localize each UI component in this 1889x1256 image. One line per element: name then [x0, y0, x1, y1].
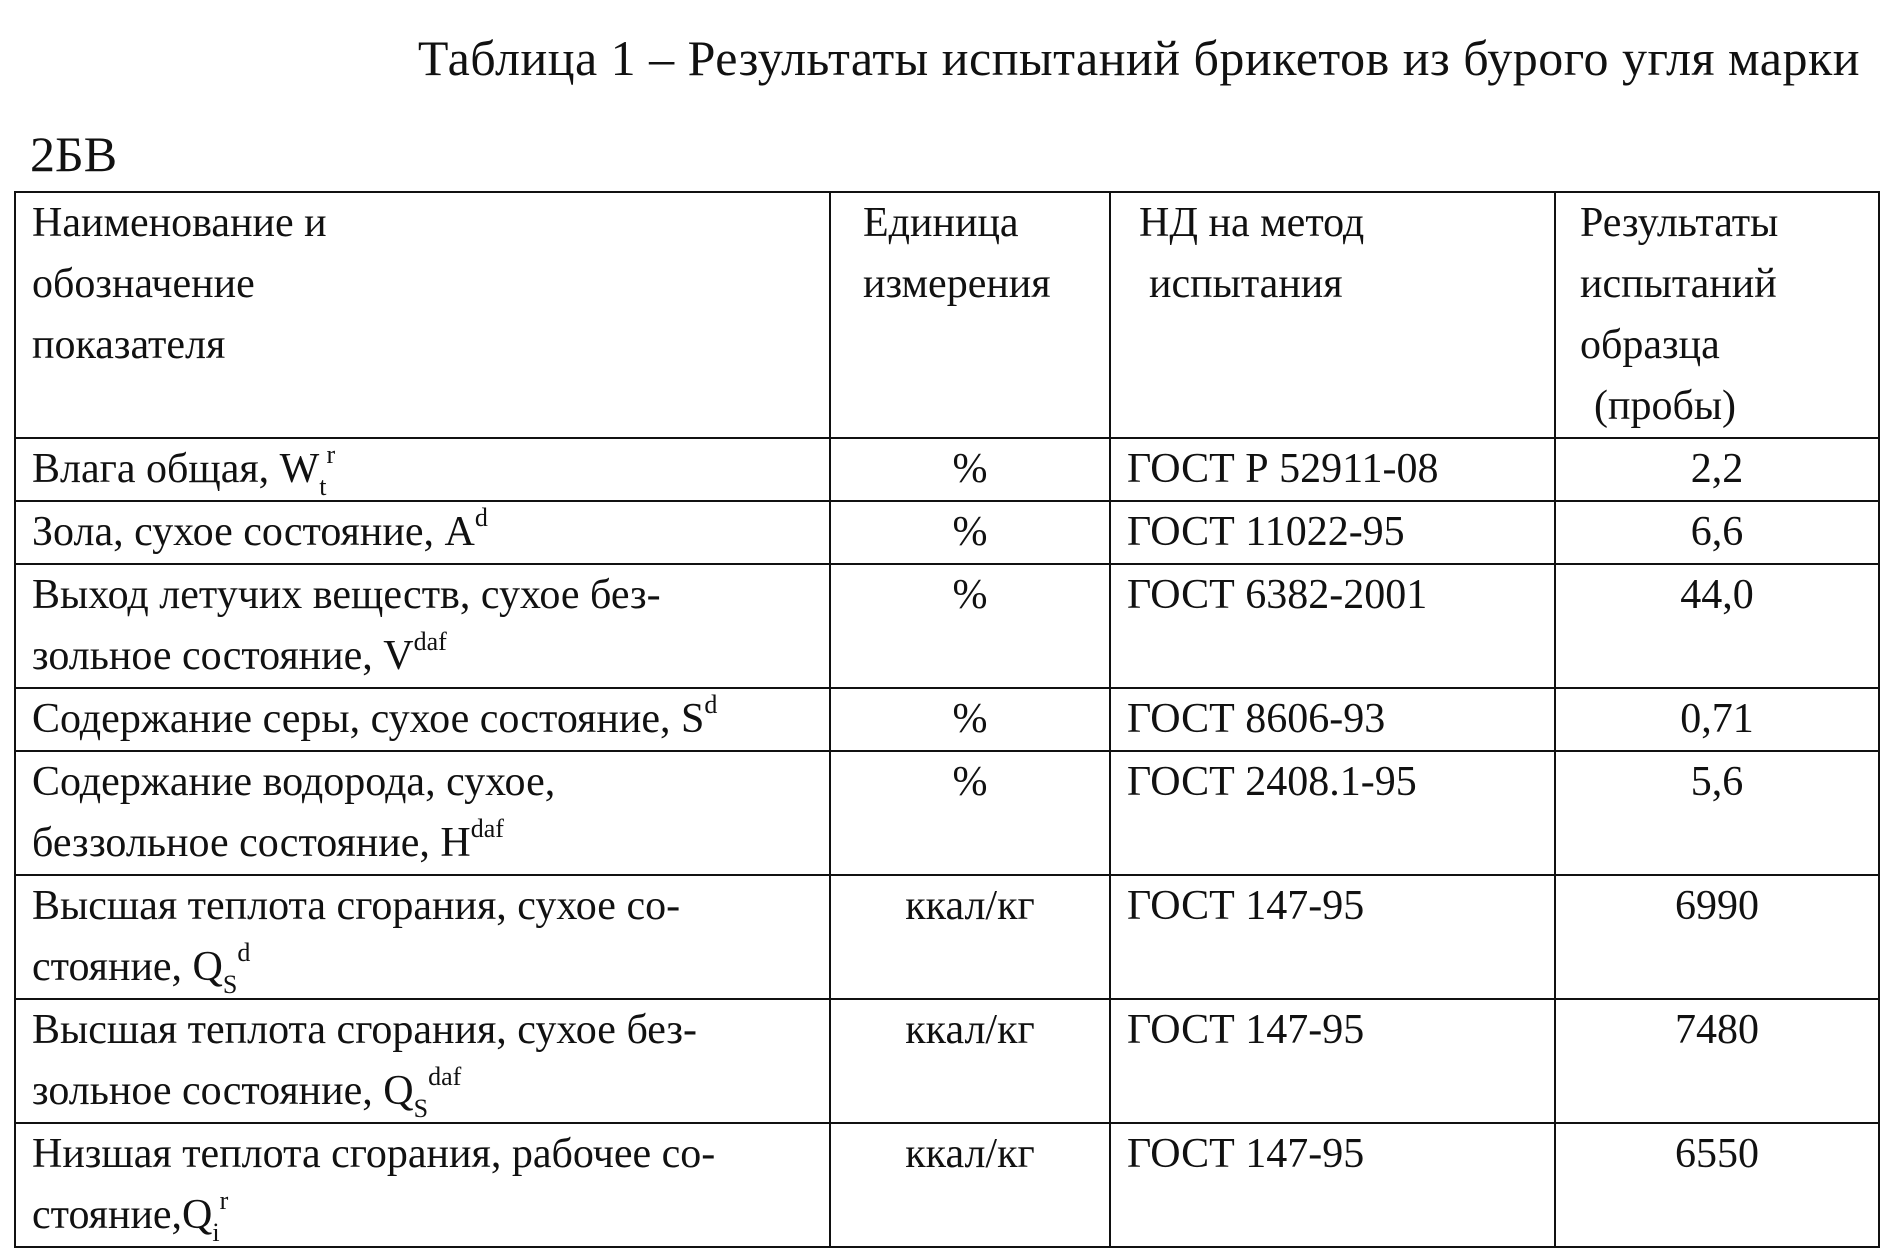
row-name-text: беззольное состояние, H: [32, 820, 471, 866]
row-name-text: Низшая теплота сгорания, рабочее со-: [32, 1131, 716, 1177]
header-method: [1110, 192, 1555, 438]
header-method-line: испытания: [1149, 261, 1343, 307]
row-name-text: Влага общая, W: [32, 446, 320, 492]
row-method: ГОСТ 147-95: [1110, 999, 1555, 1123]
table-row: [15, 751, 1879, 875]
header-unit: [830, 192, 1110, 438]
row-value: 6550: [1555, 1123, 1879, 1247]
table-row: [15, 875, 1879, 999]
row-name: [15, 999, 830, 1123]
row-name: [15, 1123, 830, 1247]
row-name: [15, 875, 830, 999]
row-method: ГОСТ 6382-2001: [1110, 564, 1555, 688]
table-row: [15, 1123, 1879, 1247]
row-value: 6,6: [1555, 501, 1879, 564]
row-subscript: S: [413, 1094, 429, 1124]
header-result: [1555, 192, 1879, 438]
row-name: [15, 501, 830, 564]
header-result-line: Результаты: [1580, 200, 1779, 246]
row-subscript: i: [212, 1218, 220, 1248]
row-method: ГОСТ 8606-93: [1110, 688, 1555, 751]
row-name-text: Высшая теплота сгорания, сухое без-: [32, 1007, 697, 1053]
row-method: ГОСТ 147-95: [1110, 875, 1555, 999]
table-row: [15, 501, 1879, 564]
row-name: [15, 564, 830, 688]
row-unit: %: [830, 501, 1110, 564]
table-row: [15, 999, 1879, 1123]
header-method-line: НД на метод: [1139, 200, 1365, 246]
row-unit: ккал/кг: [830, 1123, 1110, 1247]
row-unit: %: [830, 688, 1110, 751]
row-unit: %: [830, 438, 1110, 501]
row-unit: %: [830, 564, 1110, 688]
header-name-line: показателя: [32, 322, 226, 368]
row-method: ГОСТ Р 52911-08: [1110, 438, 1555, 501]
row-superscript: daf: [470, 814, 504, 843]
row-superscript: daf: [428, 1062, 462, 1091]
row-superscript: r: [326, 440, 336, 469]
header-name: [15, 192, 830, 438]
header-result-line: испытаний: [1580, 261, 1777, 307]
row-superscript: r: [219, 1186, 229, 1215]
header-unit-line: измерения: [863, 261, 1051, 307]
row-subscript: S: [222, 970, 238, 1000]
row-unit: ккал/кг: [830, 875, 1110, 999]
row-unit: ккал/кг: [830, 999, 1110, 1123]
row-value: 2,2: [1555, 438, 1879, 501]
row-name-text: Зола, сухое состояние, A: [32, 509, 475, 555]
row-name-text: зольное состояние, Q: [32, 1068, 414, 1114]
row-unit: %: [830, 751, 1110, 875]
row-name-text: Содержание водорода, сухое,: [32, 759, 556, 805]
header-result-line: (пробы): [1594, 383, 1737, 429]
header-unit-line: Единица: [863, 200, 1019, 246]
row-name-text: зольное состояние, V: [32, 633, 414, 679]
row-value: 44,0: [1555, 564, 1879, 688]
caption-line-2: 2БВ: [30, 126, 118, 182]
row-value: 6990: [1555, 875, 1879, 999]
row-superscript: d: [474, 503, 488, 532]
row-method: ГОСТ 11022-95: [1110, 501, 1555, 564]
row-name-text: Высшая теплота сгорания, сухое со-: [32, 883, 681, 929]
row-method: ГОСТ 147-95: [1110, 1123, 1555, 1247]
row-name-text: стояние,Q: [32, 1192, 213, 1238]
row-subscript: t: [319, 472, 327, 502]
row-superscript: d: [237, 938, 251, 967]
row-name-text: Выход летучих веществ, сухое без-: [32, 572, 661, 618]
header-result-line: образца: [1580, 322, 1720, 368]
row-value: 5,6: [1555, 751, 1879, 875]
table-row: [15, 564, 1879, 688]
row-value: 0,71: [1555, 688, 1879, 751]
header-name-line: обозначение: [32, 261, 255, 307]
table-row: [15, 688, 1879, 751]
row-name: [15, 751, 830, 875]
table-header-row: [15, 192, 1879, 438]
row-name-text: Содержание серы, сухое состояние, S: [32, 696, 705, 742]
table-caption: [30, 10, 1860, 202]
table-row: [15, 438, 1879, 501]
row-value: 7480: [1555, 999, 1879, 1123]
row-name-text: стояние, Q: [32, 944, 223, 990]
results-table: [14, 191, 1880, 1248]
row-superscript: d: [704, 690, 718, 719]
row-name: [15, 688, 830, 751]
row-name: [15, 438, 830, 501]
header-name-line: Наименование и: [32, 200, 327, 246]
caption-line-1: Таблица 1 – Результаты испытаний брикетов из бурого угля марки: [417, 30, 1860, 86]
row-method: ГОСТ 2408.1-95: [1110, 751, 1555, 875]
row-superscript: daf: [413, 627, 447, 656]
